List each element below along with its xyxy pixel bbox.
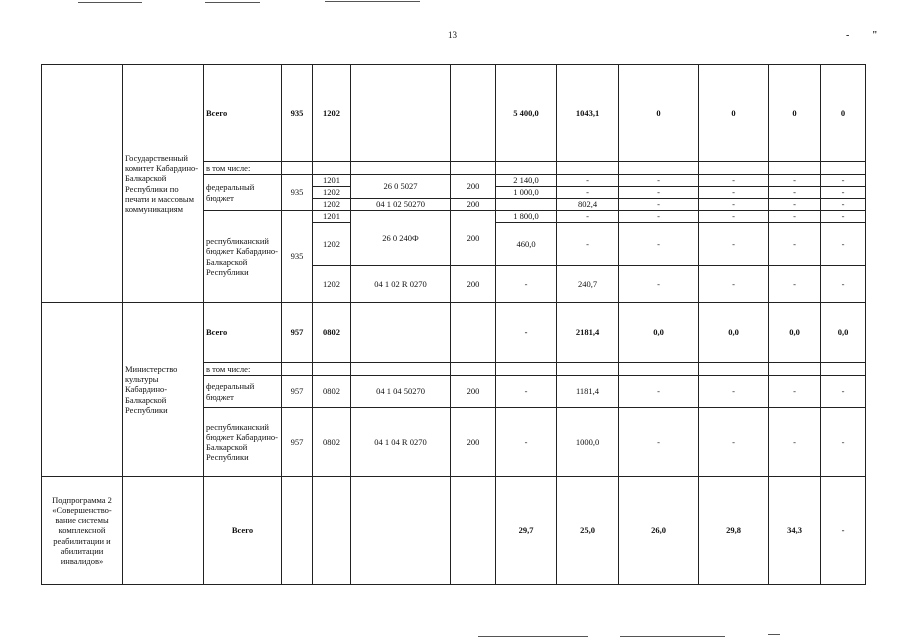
- table-row: [42, 303, 866, 363]
- value-cell: 460,0: [496, 223, 557, 266]
- vr-code: [451, 303, 496, 363]
- value-cell: 0: [699, 65, 769, 162]
- value-cell: 1000,0: [557, 408, 619, 477]
- value-cell: -: [557, 175, 619, 187]
- rz-code: 1202: [313, 187, 351, 199]
- total-label: Всего: [204, 477, 282, 585]
- value-cell: -: [557, 223, 619, 266]
- value-cell: -: [619, 376, 699, 408]
- scan-artifact-line: [205, 2, 260, 3]
- rz-code: 0802: [313, 376, 351, 408]
- grbs-code: 957: [282, 408, 313, 477]
- value-cell: 1 000,0: [496, 187, 557, 199]
- value-cell: -: [496, 303, 557, 363]
- value-cell: 25,0: [557, 477, 619, 585]
- rz-code: 1201: [313, 211, 351, 223]
- value-cell: 802,4: [557, 199, 619, 211]
- table-row: [42, 65, 866, 162]
- csr-code: 04 1 02 50270: [351, 199, 451, 211]
- csr-code: [351, 65, 451, 162]
- rz-code: 1202: [313, 65, 351, 162]
- vr-code: 200: [451, 211, 496, 266]
- value-cell: -: [619, 199, 699, 211]
- value-cell: 0: [821, 65, 866, 162]
- value-cell: -: [769, 199, 821, 211]
- vr-code: [451, 65, 496, 162]
- republican-budget-label: республиканский бюджет Кабардино-Балкарской Республики: [204, 408, 282, 477]
- grbs-code: 957: [282, 376, 313, 408]
- value-cell: -: [619, 187, 699, 199]
- value-cell: -: [821, 199, 866, 211]
- value-cell: -: [557, 187, 619, 199]
- value-cell: -: [699, 376, 769, 408]
- value-cell: -: [821, 187, 866, 199]
- value-cell: 29,7: [496, 477, 557, 585]
- value-cell: 0,0: [619, 303, 699, 363]
- total-label: Всего: [204, 303, 282, 363]
- value-cell: 0: [619, 65, 699, 162]
- value-cell: -: [769, 266, 821, 303]
- federal-budget-label: федеральный бюджет: [204, 175, 282, 211]
- value-cell: 0,0: [821, 303, 866, 363]
- vr-code: 200: [451, 199, 496, 211]
- grbs-code: 957: [282, 303, 313, 363]
- value-cell: -: [769, 376, 821, 408]
- value-cell: 2181,4: [557, 303, 619, 363]
- value-cell: -: [769, 175, 821, 187]
- value-cell: -: [699, 266, 769, 303]
- vr-code: 200: [451, 266, 496, 303]
- value-cell: 0,0: [769, 303, 821, 363]
- page-number: 13: [448, 30, 457, 40]
- csr-code: [351, 303, 451, 363]
- grbs-code: 935: [282, 211, 313, 303]
- value-cell: -: [821, 376, 866, 408]
- value-cell: -: [699, 199, 769, 211]
- total-label: Всего: [204, 65, 282, 162]
- value-cell: 0,0: [699, 303, 769, 363]
- responsible-agency: Министерство культуры Кабардино-Балкарской Республики: [123, 303, 204, 477]
- scan-artifact-line: [325, 1, 420, 2]
- value-cell: -: [769, 187, 821, 199]
- value-cell: -: [699, 223, 769, 266]
- csr-code: 04 1 04 50270: [351, 376, 451, 408]
- value-cell: -: [619, 211, 699, 223]
- value-cell: 34,3: [769, 477, 821, 585]
- value-cell: -: [821, 175, 866, 187]
- grbs-code: 935: [282, 175, 313, 211]
- subprogram-name: Подпрограмма 2 «Совершенство-вание системы комплексной реабилитации и абилитации инвалидов»: [42, 477, 123, 585]
- value-cell: -: [496, 408, 557, 477]
- value-cell: -: [496, 376, 557, 408]
- vr-code: 200: [451, 175, 496, 199]
- value-cell: 2 140,0: [496, 175, 557, 187]
- csr-code: 04 1 02 R 0270: [351, 266, 451, 303]
- value-cell: 5 400,0: [496, 65, 557, 162]
- scan-artifact-line: [78, 2, 142, 3]
- scan-artifact-line: [768, 634, 780, 635]
- value-cell: -: [619, 408, 699, 477]
- including-label: в том числе:: [204, 363, 282, 376]
- empty-cell: [42, 303, 123, 477]
- value-cell: -: [619, 266, 699, 303]
- value-cell: -: [699, 187, 769, 199]
- csr-code: 04 1 04 R 0270: [351, 408, 451, 477]
- value-cell: -: [821, 408, 866, 477]
- scan-artifact-line: [620, 636, 725, 637]
- including-label: в том числе:: [204, 162, 282, 175]
- corner-mark: ": [872, 30, 878, 41]
- republican-budget-label: республиканский бюджет Кабардино-Балкарской Республики: [204, 211, 282, 303]
- value-cell: -: [619, 223, 699, 266]
- corner-mark: -: [846, 30, 850, 41]
- value-cell: -: [821, 266, 866, 303]
- vr-code: 200: [451, 376, 496, 408]
- rz-code: 1202: [313, 266, 351, 303]
- value-cell: -: [821, 223, 866, 266]
- rz-code: 0802: [313, 408, 351, 477]
- rz-code: 1202: [313, 223, 351, 266]
- responsible-agency: Государственный комитет Кабардино-Балкарской Республики по печати и массовым коммуникациям: [123, 65, 204, 303]
- empty-cell: [42, 65, 123, 303]
- value-cell: -: [619, 175, 699, 187]
- value-cell: -: [699, 408, 769, 477]
- csr-code: 26 0 5027: [351, 175, 451, 199]
- value-cell: -: [769, 223, 821, 266]
- federal-budget-label: федеральный бюджет: [204, 376, 282, 408]
- value-cell: -: [769, 408, 821, 477]
- value-cell: [496, 199, 557, 211]
- value-cell: -: [557, 211, 619, 223]
- rz-code: 0802: [313, 303, 351, 363]
- table-row: [42, 477, 866, 585]
- value-cell: -: [699, 175, 769, 187]
- value-cell: 26,0: [619, 477, 699, 585]
- value-cell: 0: [769, 65, 821, 162]
- value-cell: -: [699, 211, 769, 223]
- value-cell: -: [769, 211, 821, 223]
- grbs-code: 935: [282, 65, 313, 162]
- rz-code: 1202: [313, 199, 351, 211]
- empty-cell: [123, 477, 204, 585]
- vr-code: 200: [451, 408, 496, 477]
- csr-code: 26 0 240Ф: [351, 211, 451, 266]
- value-cell: 29,8: [699, 477, 769, 585]
- value-cell: -: [821, 477, 866, 585]
- value-cell: 240,7: [557, 266, 619, 303]
- budget-table: [41, 64, 866, 585]
- value-cell: 1181,4: [557, 376, 619, 408]
- value-cell: -: [496, 266, 557, 303]
- value-cell: 1043,1: [557, 65, 619, 162]
- value-cell: 1 800,0: [496, 211, 557, 223]
- rz-code: 1201: [313, 175, 351, 187]
- value-cell: -: [821, 211, 866, 223]
- scan-artifact-line: [478, 636, 588, 637]
